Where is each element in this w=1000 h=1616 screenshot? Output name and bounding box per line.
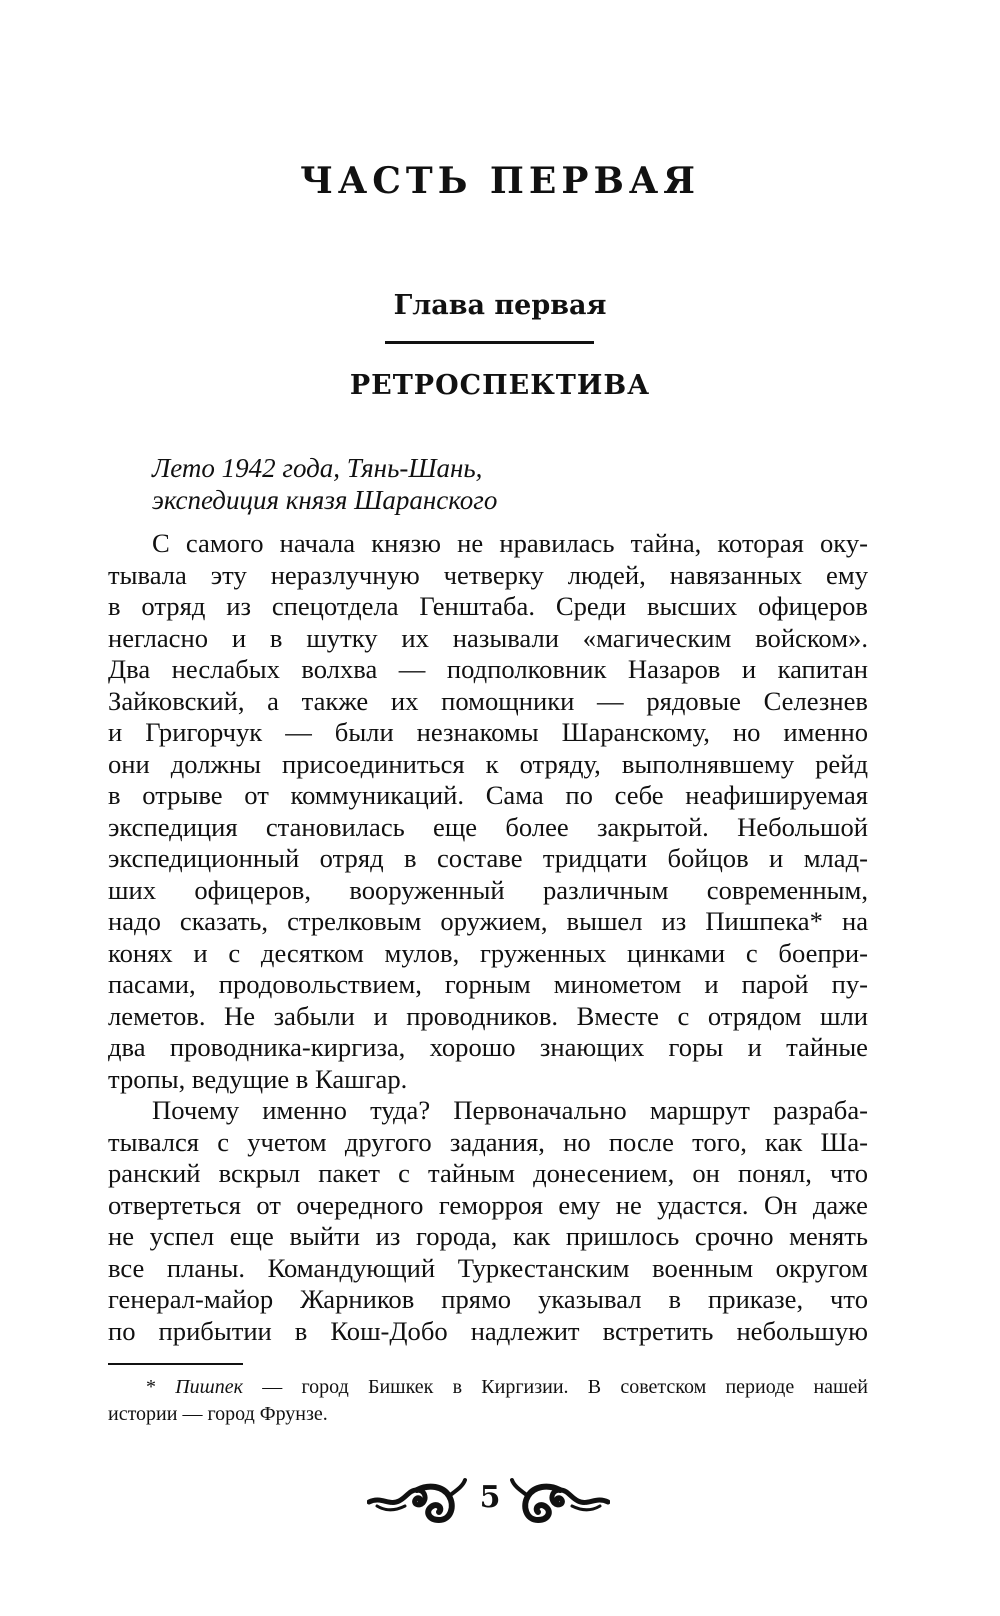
text-line: по прибытии в Кош-Добо надлежит встретить небольшую (108, 1315, 868, 1346)
body-text (108, 528, 868, 1347)
text-line: Зайковский, а также их помощники — рядовые Селезнев (108, 685, 868, 716)
ornament-left-icon (367, 1476, 467, 1526)
text-line: негласно и в шутку их называли «магическим войском». (108, 622, 868, 653)
text-line: тропы, ведущие в Кашгар. (108, 1063, 408, 1094)
footnote-term: Пишпек (175, 1376, 244, 1398)
text-line: два проводника-киргиза, хорошо знающих горы и тайные (108, 1032, 868, 1062)
page-footer (0, 1470, 1000, 1540)
text-line: Два неслабых волхва — подполковник Назаров и капитан (108, 654, 868, 684)
text-line: леметов. Не забыли и проводников. Вместе с отрядом шли (108, 1000, 868, 1031)
footnote-marker: * (146, 1376, 176, 1398)
chapter-title-underline (385, 341, 594, 344)
footnote-line: истории — город Фрунзе. (108, 1403, 328, 1425)
chapter-title: Глава первая (393, 290, 607, 321)
page-number: 5 (479, 1480, 501, 1515)
part-title: ЧАСТЬ ПЕРВАЯ (300, 160, 700, 202)
footnote-line (108, 1374, 868, 1401)
text-line: ранский вскрыл пакет с тайным донесением, он понял, что (108, 1158, 868, 1188)
text-line: С самого начала князю не нравилась тайна, которая оку- (152, 528, 868, 558)
text-line: Почему именно туда? Первоначально маршрут разраба- (152, 1095, 868, 1125)
epigraph-line: Лето 1942 года, Тянь-Шань, (152, 453, 483, 483)
text-line: отвертеться от очередного геморроя ему не удастся. Он даже (108, 1189, 868, 1220)
ornament-right-icon (510, 1476, 610, 1526)
text-line: тывался с учетом другого задания, но после того, как Ша- (108, 1126, 868, 1157)
text-line: в отрыве от коммуникаций. Сама по себе неафишируемая (108, 780, 868, 810)
text-line: генерал-майор Жарников прямо указывал в приказе, что (108, 1284, 868, 1314)
text-line: тывала эту неразлучную четверку людей, навязанных ему (108, 559, 868, 590)
text-line: конях и с десятком мулов, груженных цинками с боепри- (108, 937, 868, 968)
text-line: не успел еще выйти из города, как пришлось срочно менять (108, 1221, 868, 1251)
epigraph-line: экспедиция князя Шаранского (152, 485, 498, 515)
text-line: экспедиционный отряд в составе тридцати бойцов и млад- (108, 843, 868, 873)
text-line: они должны присоединиться к отряду, выполнявшему рейд (108, 748, 868, 779)
footnote (108, 1374, 868, 1428)
text-line: и Григорчук — были незнакомы Шаранскому, но именно (108, 717, 868, 747)
footnote-text: — город Бишкек в Киргизии. В советском периоде нашей (243, 1376, 869, 1398)
text-line: ших офицеров, вооруженный различным современным, (108, 874, 868, 905)
text-line: все планы. Командующий Туркестанским военным округом (108, 1252, 868, 1283)
text-line: надо сказать, стрелковым оружием, вышел из Пишпека* на (108, 906, 868, 936)
section-title: РЕТРОСПЕКТИВА (349, 370, 651, 401)
text-line: пасами, продовольствием, горным минометом и парой пу- (108, 969, 868, 999)
text-line: экспедиция становилась еще более закрытой. Небольшой (108, 811, 868, 842)
epigraph (152, 452, 497, 516)
footnote-separator (108, 1363, 243, 1365)
text-line: в отряд из спецотдела Генштаба. Среди высших офицеров (108, 591, 868, 621)
